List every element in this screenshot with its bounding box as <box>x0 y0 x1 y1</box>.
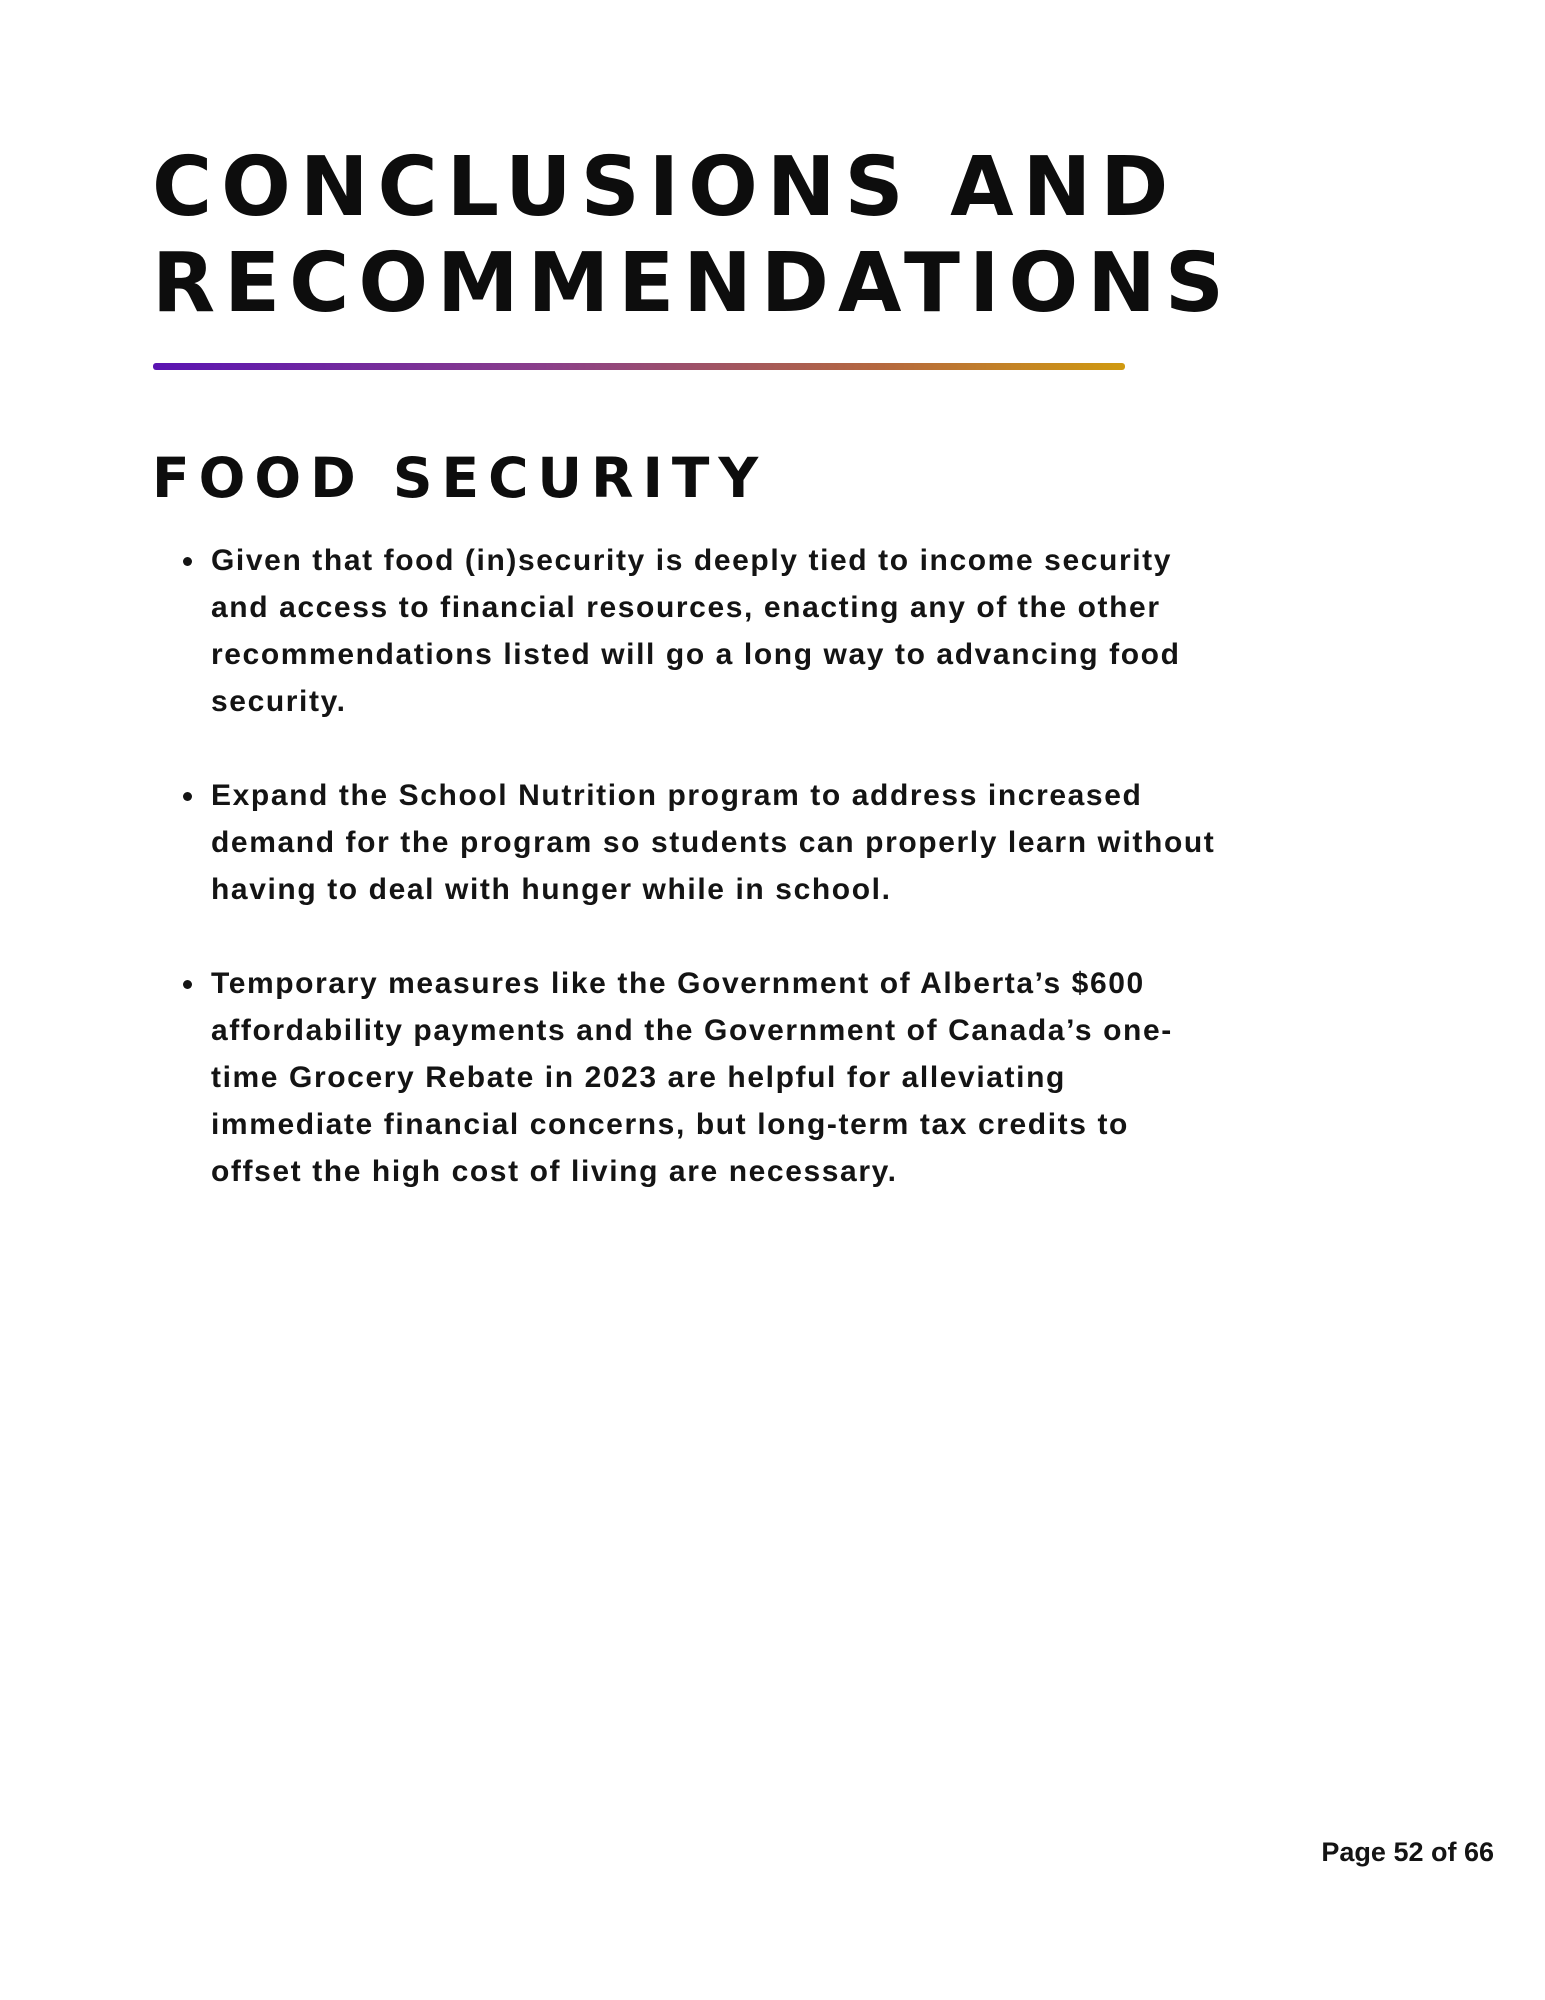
gradient-divider <box>153 363 1125 370</box>
bullet-dot-icon <box>183 792 192 801</box>
list-item <box>211 960 1351 1195</box>
list-item-line: and access to financial resources, enacting any of the other <box>211 591 1161 624</box>
recommendation-list <box>211 537 1351 1242</box>
list-item-line: affordability payments and the Government of Canada’s one- <box>211 1014 1173 1047</box>
list-item <box>211 772 1351 913</box>
list-item-line: having to deal with hunger while in school. <box>211 873 892 906</box>
page-title <box>152 140 1233 332</box>
list-item-line: time Grocery Rebate in 2023 are helpful for alleviating <box>211 1061 1066 1094</box>
list-item-line: Expand the School Nutrition program to address increased <box>211 779 1143 812</box>
list-item-line: security. <box>211 685 347 718</box>
list-item-line: recommendations listed will go a long way to advancing food <box>211 638 1181 671</box>
bullet-dot-icon <box>183 980 192 989</box>
list-item-line: offset the high cost of living are necessary. <box>211 1155 898 1188</box>
bullet-dot-icon <box>183 557 192 566</box>
list-item <box>211 537 1351 725</box>
list-item-line: Given that food (in)security is deeply tied to income security <box>211 544 1173 577</box>
list-item-line: Temporary measures like the Government of Alberta’s $600 <box>211 967 1145 1000</box>
list-item-line: demand for the program so students can properly learn without <box>211 826 1216 859</box>
section-heading: FOOD SECURITY <box>152 446 768 510</box>
page-number: Page 52 of 66 <box>1321 1837 1494 1867</box>
page-title-line-1: CONCLUSIONS AND <box>152 140 1178 235</box>
page-title-line-2: RECOMMENDATIONS <box>152 236 1233 331</box>
list-item-line: immediate financial concerns, but long-term tax credits to <box>211 1108 1129 1141</box>
